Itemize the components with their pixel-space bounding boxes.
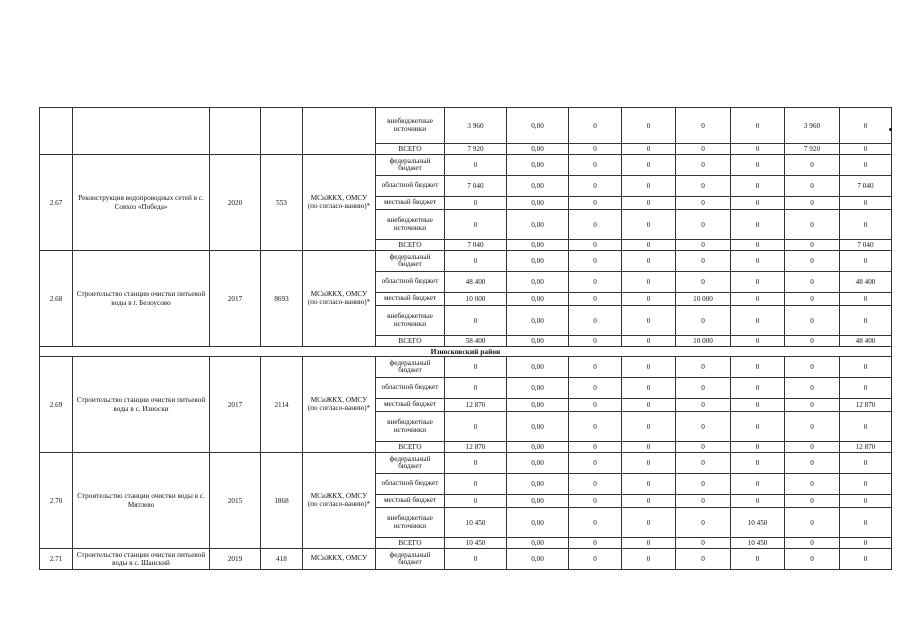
- value-cell: 0: [676, 272, 731, 293]
- value-cell: 0: [622, 508, 676, 538]
- value-cell: 0: [840, 251, 892, 272]
- value-cell: 0,00: [507, 549, 569, 570]
- table-row: [40, 549, 892, 570]
- value-cell: 7 040: [445, 176, 507, 197]
- source-label: федеральный бюджет: [376, 251, 445, 272]
- value-cell: 0: [445, 549, 507, 570]
- source-label: ВСЕГО: [376, 336, 445, 347]
- value-cell: 0: [676, 412, 731, 442]
- source-label: областной бюджет: [376, 378, 445, 399]
- value-cell: 0: [731, 272, 785, 293]
- value-cell: 0: [840, 412, 892, 442]
- value-cell: 0: [785, 495, 840, 508]
- value-cell: 0: [731, 495, 785, 508]
- value-cell: 0: [569, 108, 622, 144]
- value-cell: 0: [840, 378, 892, 399]
- value-cell: 0: [569, 251, 622, 272]
- value-cell: 0,00: [507, 508, 569, 538]
- value-cell: 0: [840, 495, 892, 508]
- project-cost: 8693: [261, 251, 303, 347]
- project-executor: МСиЖКХ, ОМСУ (по согласо-ванию)*: [303, 155, 376, 251]
- value-cell: 0: [569, 197, 622, 210]
- value-cell: 0: [622, 378, 676, 399]
- value-cell: 0,00: [507, 474, 569, 495]
- project-year: 2019: [210, 549, 261, 570]
- value-cell: 0: [785, 197, 840, 210]
- budget-sheet: [39, 107, 892, 570]
- value-cell: 0: [785, 336, 840, 347]
- value-cell: 0: [676, 378, 731, 399]
- value-cell: 0: [676, 251, 731, 272]
- value-cell: 0: [785, 442, 840, 453]
- value-cell: 10 450: [445, 538, 507, 549]
- value-cell: 0: [731, 210, 785, 240]
- value-cell: 0: [840, 293, 892, 306]
- value-cell: 0: [445, 378, 507, 399]
- value-cell: 10 450: [731, 538, 785, 549]
- value-cell: 48 400: [840, 272, 892, 293]
- value-cell: 0: [569, 144, 622, 155]
- value-cell: 0: [785, 210, 840, 240]
- value-cell: 0: [569, 442, 622, 453]
- value-cell: 0: [676, 357, 731, 378]
- value-cell: 0: [569, 357, 622, 378]
- carry-no-cell: [40, 108, 73, 155]
- project-year: 2020: [210, 155, 261, 251]
- value-cell: 0: [569, 549, 622, 570]
- value-cell: 0: [785, 538, 840, 549]
- value-cell: 0: [445, 495, 507, 508]
- value-cell: 0: [445, 306, 507, 336]
- value-cell: 0: [785, 474, 840, 495]
- value-cell: 12 870: [445, 399, 507, 412]
- value-cell: 0: [840, 306, 892, 336]
- value-cell: 0: [569, 176, 622, 197]
- value-cell: 0: [731, 306, 785, 336]
- source-label: ВСЕГО: [376, 538, 445, 549]
- value-cell: 12 870: [445, 442, 507, 453]
- value-cell: 0: [676, 399, 731, 412]
- value-cell: 0: [622, 293, 676, 306]
- value-cell: 0: [785, 240, 840, 251]
- source-label: федеральный бюджет: [376, 155, 445, 176]
- project-cost: 2114: [261, 357, 303, 453]
- value-cell: 0: [622, 357, 676, 378]
- budget-table: [39, 107, 892, 570]
- value-cell: 0,00: [507, 251, 569, 272]
- value-cell: 0: [785, 251, 840, 272]
- value-cell: 0: [840, 108, 892, 144]
- value-cell: 0: [676, 442, 731, 453]
- value-cell: 12 870: [840, 399, 892, 412]
- source-label: внебюджетные источники: [376, 210, 445, 240]
- value-cell: 0: [731, 293, 785, 306]
- value-cell: 12 870: [840, 442, 892, 453]
- value-cell: 0,00: [507, 538, 569, 549]
- value-cell: 0: [622, 108, 676, 144]
- value-cell: 0: [569, 293, 622, 306]
- value-cell: 0: [569, 240, 622, 251]
- value-cell: 0: [785, 306, 840, 336]
- value-cell: 0: [569, 399, 622, 412]
- value-cell: 0,00: [507, 272, 569, 293]
- value-cell: 0,00: [507, 144, 569, 155]
- value-cell: 0: [785, 549, 840, 570]
- value-cell: 0,00: [507, 336, 569, 347]
- value-cell: 7 040: [840, 240, 892, 251]
- value-cell: 0: [731, 357, 785, 378]
- value-cell: 0: [622, 399, 676, 412]
- project-executor: МСиЖКХ, ОМСУ (по согласо-ванию)*: [303, 357, 376, 453]
- value-cell: 0: [840, 210, 892, 240]
- value-cell: 0: [731, 453, 785, 474]
- value-cell: 0,00: [507, 155, 569, 176]
- project-year: 2015: [210, 453, 261, 549]
- value-cell: 0: [676, 306, 731, 336]
- value-cell: 3 960: [785, 108, 840, 144]
- value-cell: 10 450: [445, 508, 507, 538]
- table-row: [40, 453, 892, 474]
- value-cell: 0: [622, 251, 676, 272]
- value-cell: 0,00: [507, 293, 569, 306]
- project-executor: МСиЖКХ, ОМСУ (по согласо-ванию)*: [303, 251, 376, 347]
- value-cell: 0: [731, 549, 785, 570]
- carry-cost-cell: [261, 108, 303, 155]
- value-cell: 0: [622, 176, 676, 197]
- value-cell: 0: [785, 357, 840, 378]
- value-cell: 0: [569, 210, 622, 240]
- source-label: федеральный бюджет: [376, 549, 445, 570]
- value-cell: 0: [622, 474, 676, 495]
- project-number: 2.70: [40, 453, 73, 549]
- source-label: местный бюджет: [376, 293, 445, 306]
- source-label: внебюджетные источники: [376, 306, 445, 336]
- value-cell: 0,00: [507, 108, 569, 144]
- value-cell: 0,00: [507, 306, 569, 336]
- source-label: ВСЕГО: [376, 240, 445, 251]
- project-number: 2.67: [40, 155, 73, 251]
- value-cell: 0: [676, 155, 731, 176]
- value-cell: 58 400: [445, 336, 507, 347]
- value-cell: 0: [622, 210, 676, 240]
- value-cell: 0,00: [507, 495, 569, 508]
- value-cell: 0,00: [507, 399, 569, 412]
- value-cell: 0,00: [507, 357, 569, 378]
- value-cell: 0: [622, 240, 676, 251]
- source-label: внебюджетные источники: [376, 108, 445, 144]
- table-row: [40, 357, 892, 378]
- source-label: федеральный бюджет: [376, 453, 445, 474]
- value-cell: 0: [785, 155, 840, 176]
- value-cell: 0: [622, 538, 676, 549]
- source-label: местный бюджет: [376, 197, 445, 210]
- value-cell: 0: [445, 251, 507, 272]
- value-cell: 7 040: [445, 240, 507, 251]
- project-cost: 553: [261, 155, 303, 251]
- source-label: ВСЕГО: [376, 442, 445, 453]
- value-cell: 0,00: [507, 197, 569, 210]
- value-cell: 0: [445, 210, 507, 240]
- value-cell: 0: [622, 144, 676, 155]
- value-cell: 0: [676, 549, 731, 570]
- value-cell: 0: [676, 176, 731, 197]
- district-title: Износковский район: [40, 347, 892, 357]
- value-cell: 0: [676, 197, 731, 210]
- value-cell: 0: [569, 474, 622, 495]
- value-cell: 0: [731, 197, 785, 210]
- table-row: [40, 155, 892, 176]
- value-cell: 48 400: [445, 272, 507, 293]
- project-name: Строительство станции очистки питьевой воды в с. Шанский: [73, 549, 210, 570]
- value-cell: 0: [840, 474, 892, 495]
- value-cell: 0: [622, 155, 676, 176]
- project-executor: МСиЖКХ, ОМСУ: [303, 549, 376, 570]
- scan-speck: [889, 128, 892, 131]
- value-cell: 0: [569, 538, 622, 549]
- value-cell: 10 000: [676, 336, 731, 347]
- project-year: 2017: [210, 251, 261, 347]
- value-cell: 0: [840, 197, 892, 210]
- value-cell: 0: [731, 399, 785, 412]
- value-cell: 10 000: [676, 293, 731, 306]
- value-cell: 0,00: [507, 176, 569, 197]
- value-cell: 0: [569, 155, 622, 176]
- source-label: федеральный бюджет: [376, 357, 445, 378]
- project-cost: 418: [261, 549, 303, 570]
- value-cell: 0: [569, 378, 622, 399]
- source-label: местный бюджет: [376, 495, 445, 508]
- source-label: областной бюджет: [376, 272, 445, 293]
- value-cell: 0: [676, 538, 731, 549]
- value-cell: 0: [840, 538, 892, 549]
- value-cell: 10 000: [445, 293, 507, 306]
- value-cell: 0: [731, 108, 785, 144]
- value-cell: 0: [676, 240, 731, 251]
- value-cell: 0: [731, 336, 785, 347]
- project-number: 2.68: [40, 251, 73, 347]
- value-cell: 0: [840, 508, 892, 538]
- value-cell: 0: [622, 197, 676, 210]
- value-cell: 0: [731, 251, 785, 272]
- value-cell: 0: [622, 336, 676, 347]
- source-label: областной бюджет: [376, 474, 445, 495]
- value-cell: 0: [676, 144, 731, 155]
- value-cell: 0: [676, 108, 731, 144]
- value-cell: 0: [785, 412, 840, 442]
- value-cell: 0: [785, 453, 840, 474]
- source-label: областной бюджет: [376, 176, 445, 197]
- value-cell: 0: [731, 155, 785, 176]
- value-cell: 0: [445, 357, 507, 378]
- table-row: [40, 108, 892, 144]
- value-cell: 0,00: [507, 378, 569, 399]
- project-cost: 1868: [261, 453, 303, 549]
- value-cell: 0: [731, 176, 785, 197]
- value-cell: 0: [622, 495, 676, 508]
- project-number: 2.71: [40, 549, 73, 570]
- source-label: местный бюджет: [376, 399, 445, 412]
- value-cell: 0: [676, 495, 731, 508]
- value-cell: 0,00: [507, 240, 569, 251]
- value-cell: 0: [785, 176, 840, 197]
- value-cell: 0: [445, 453, 507, 474]
- value-cell: 0: [840, 549, 892, 570]
- carry-name-cell: [73, 108, 210, 155]
- value-cell: 0: [785, 378, 840, 399]
- value-cell: 7 920: [785, 144, 840, 155]
- value-cell: 0: [840, 155, 892, 176]
- value-cell: 0: [445, 155, 507, 176]
- value-cell: 0: [676, 453, 731, 474]
- value-cell: 0: [622, 549, 676, 570]
- value-cell: 0,00: [507, 412, 569, 442]
- value-cell: 0: [569, 453, 622, 474]
- project-name: Реконструкция водопроводных сетей в с. Совхоз «Победа»: [73, 155, 210, 251]
- value-cell: 0,00: [507, 442, 569, 453]
- table-body: [40, 108, 892, 570]
- value-cell: 0: [569, 336, 622, 347]
- value-cell: 0: [731, 442, 785, 453]
- value-cell: 0: [785, 272, 840, 293]
- value-cell: 0: [785, 399, 840, 412]
- value-cell: 0: [840, 453, 892, 474]
- project-number: 2.69: [40, 357, 73, 453]
- value-cell: 0: [622, 442, 676, 453]
- value-cell: 0: [622, 412, 676, 442]
- value-cell: 0: [569, 495, 622, 508]
- value-cell: 0: [840, 357, 892, 378]
- value-cell: 0: [569, 508, 622, 538]
- value-cell: 0: [676, 210, 731, 240]
- value-cell: 7 920: [445, 144, 507, 155]
- value-cell: 0,00: [507, 453, 569, 474]
- value-cell: 0: [731, 412, 785, 442]
- value-cell: 0,00: [507, 210, 569, 240]
- value-cell: 0: [731, 240, 785, 251]
- value-cell: 48 400: [840, 336, 892, 347]
- value-cell: 0: [445, 474, 507, 495]
- value-cell: 0: [731, 378, 785, 399]
- value-cell: 0: [622, 306, 676, 336]
- project-name: Строительство станции очистки питьевой воды в с. Износки: [73, 357, 210, 453]
- value-cell: 0: [785, 508, 840, 538]
- value-cell: 0: [731, 144, 785, 155]
- value-cell: 10 450: [731, 508, 785, 538]
- value-cell: 0: [676, 508, 731, 538]
- value-cell: 0: [622, 453, 676, 474]
- project-name: Строительство станции очистки питьевой воды в г. Белоусово: [73, 251, 210, 347]
- value-cell: 0: [569, 272, 622, 293]
- value-cell: 0: [785, 293, 840, 306]
- source-label: внебюджетные источники: [376, 508, 445, 538]
- project-year: 2017: [210, 357, 261, 453]
- source-label: внебюджетные источники: [376, 412, 445, 442]
- value-cell: 3 960: [445, 108, 507, 144]
- value-cell: 0: [676, 474, 731, 495]
- source-label: ВСЕГО: [376, 144, 445, 155]
- project-name: Строительство станции очистки воды в с. Мятлево: [73, 453, 210, 549]
- value-cell: 0: [569, 306, 622, 336]
- value-cell: 0: [731, 474, 785, 495]
- value-cell: 0: [840, 144, 892, 155]
- table-row: [40, 251, 892, 272]
- value-cell: 7 040: [840, 176, 892, 197]
- value-cell: 0: [569, 412, 622, 442]
- carry-exec-cell: [303, 108, 376, 155]
- value-cell: 0: [622, 272, 676, 293]
- project-executor: МСиЖКХ, ОМСУ (по согласо-ванию)*: [303, 453, 376, 549]
- value-cell: 0: [445, 412, 507, 442]
- carry-year-cell: [210, 108, 261, 155]
- value-cell: 0: [445, 197, 507, 210]
- district-row: [40, 347, 892, 357]
